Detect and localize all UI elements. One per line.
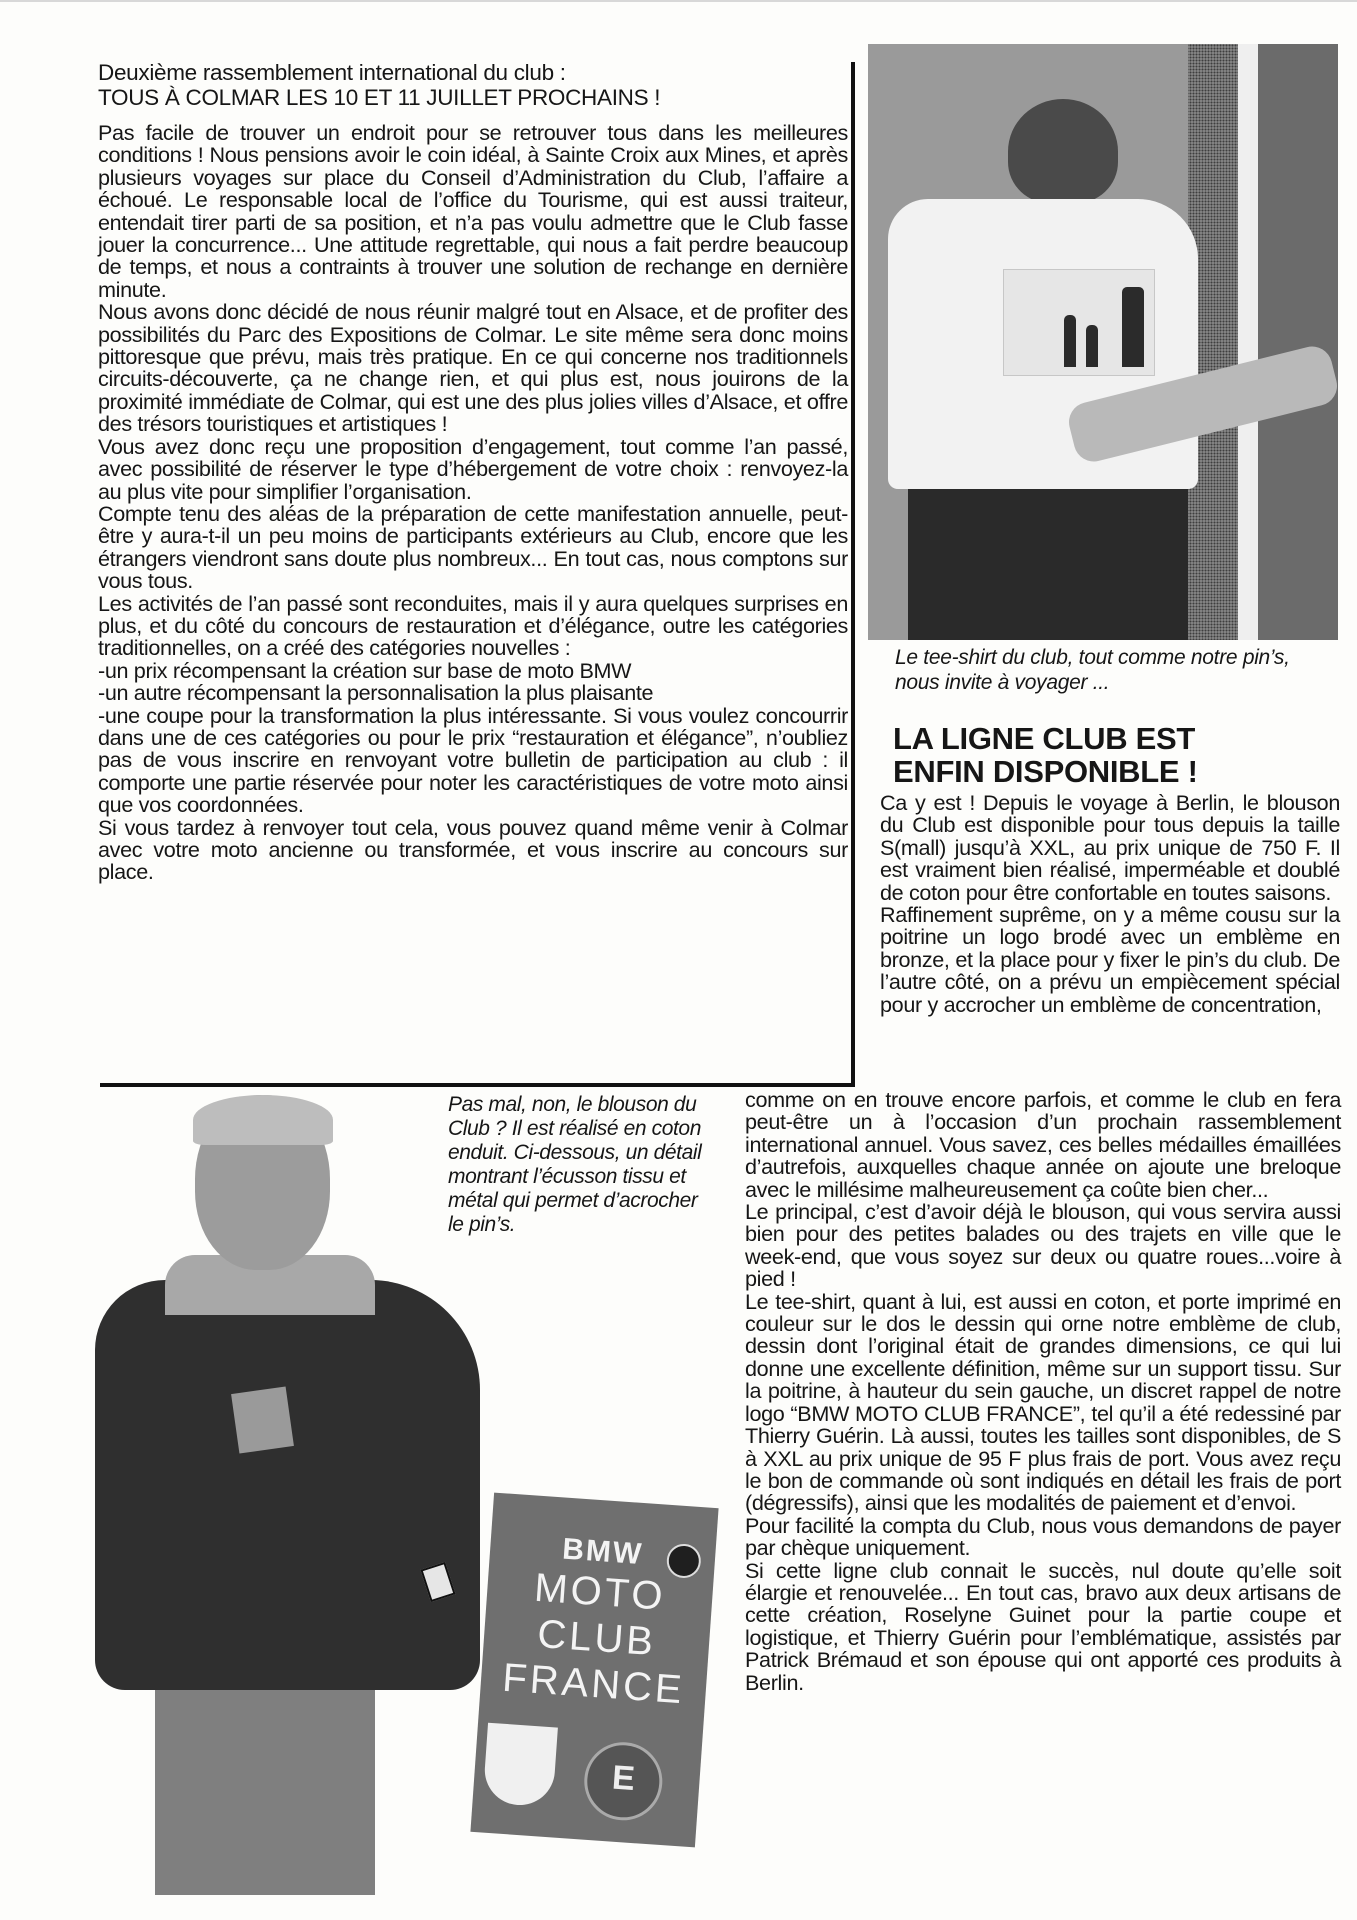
medal-letter: E [610,1758,637,1799]
tshirt-caption: Le tee-shirt du club, tout comme notre pin’s, nous invite à voyager ... [895,646,1290,694]
scan-top-edge [0,0,1357,2]
box-border-bottom [100,1083,855,1087]
paragraph: Si vous tardez à renvoyer tout cela, vous pouvez quand même venir à Colmar avec votre moto ancienne ou transformée, et vous inscrire au concours sur place. [98,814,848,885]
ligne-club-body [745,1089,1341,1694]
tshirt-photo [868,44,1338,640]
box-border-right [851,62,855,1087]
paragraph: Si cette ligne club connait le succès, nul doute qu’elle soit élargie et renouvelée... En tout cas, bravo aux deux artisans de cette création, Roselyne Guinet pour la partie coupe et logistique, et Thierry Guérin pour l’emblématique, assistés par Patrick Brémaud et son épouse qui ont apporté ces produits à Berlin. [745,1557,1341,1695]
patch-france: FRANCE [500,1655,687,1713]
patch-bmw: BMW [561,1532,645,1572]
headline-line-2: ENFIN DISPONIBLE ! [893,754,1198,789]
headline-ligne-club [893,722,1333,788]
article-kicker [98,60,848,110]
print-figure [1086,325,1098,367]
paragraph: Le principal, c’est d’avoir déjà le blouson, qui vous servira aussi bien pour des petites balades ou des trajets en ville que le week-end, que vous soyez sur deux ou quatre roues...voire à pied ! [745,1199,1341,1292]
paragraph: Ca y est ! Depuis le voyage à Berlin, le blouson du Club est disponible pour tous depuis la taille S(mall) jusqu’à XXL, au prix unique de 750 F. Il est vraiment bien réalisé, imperméable et doublé de coton pour être confortable en toutes saisons. [880,790,1340,905]
paragraph: Compte tenu des aléas de la préparation de cette manifestation annuelle, peut-être y aura-t-il un peu moins de participants extérieurs au Club, encore que les étrangers viendront sans doute plus nombreux... En tout cas, nous comptons sur vous tous. [98,500,848,594]
kicker-line-2: TOUS À COLMAR LES 10 ET 11 JUILLET PROCHAINS ! [98,85,661,110]
person-head [1008,99,1118,204]
patch-moto: MOTO [532,1565,667,1619]
paragraph: Pour facilité la compta du Club, nous vous demandons de payer par chèque uniquement. [745,1512,1341,1561]
headline-line-1: LA LIGNE CLUB EST [893,721,1196,756]
paragraph: Les activités de l’an passé sont reconduites, mais il y aura quelques surprises en plus, et du côté du concours de restauration et d’élégance, outre les catégories traditionnelles, on a créé des catégories nouvelles : [98,590,848,661]
person-hair [193,1095,333,1145]
blouson-photo [95,1095,495,1895]
paragraph: Pas facile de trouver un endroit pour se retrouver tous dans les meilleures conditions ! Nous pensions avoir le coin idéal, à Sainte Croix aux Mines, et après plusieurs voyages sur place du Conseil d’Administration du Club, l’affaire a échoué. Le responsable local de l’office du Tourisme, qui est aussi traiteur, entendait tirer parti de sa position, et n’a pas voulu admettre que le Club fasse jouer la concurrence... Une attitude regrettable, qui nous a fait perdre beaucoup de temps, et nous a contraints à trouver une solution de rechange en dernière minute. [98,120,848,302]
article-colmar [98,60,848,884]
print-figure [1122,287,1144,367]
list-item: -un prix récompensant la création sur base de moto BMW [98,657,632,683]
paragraph: Le tee-shirt, quant à lui, est aussi en coton, et porte imprimé en couleur sur le dos le dessin qui orne notre emblème de club, dessin dont l’original était de grandes dimensions, ce qui lui donne une excellente définition, même sur un support tissu. Sur la poitrine, à hauteur du sein gauche, un discret rappel de notre logo “BMW MOTO CLUB FRANCE”, tel qu’il a été redessiné par Thierry Guérin. Là aussi, toutes les tailles sont disponibles, de S à XXL au prix unique de 95 F plus frais de port. Vous avez reçu le bon de commande où sont indiqués en détail les frais de port (dégressifs), ainsi que les modalités de paiement et d’envoi. [745,1288,1341,1516]
club-patch-photo [470,1493,718,1848]
list-item: -un autre récompensant la personnalisation la plus plaisante [98,680,654,706]
list-item: -une coupe pour la transformation la plus intéressante. Si vous voulez concourrir dans une de ces catégories ou pour le prix “restauration et élégance”, n’oubliez pas de vous inscrire en renvoyant votre bulletin de participation au club : il comporte une partie réservée pour noter les caractéristiques de votre moto ainsi que vos coordonnées. [98,702,848,818]
ligne-club-intro [880,792,1340,1016]
patch-club: CLUB [535,1611,658,1665]
person-pants [155,1675,375,1895]
person-pants [908,489,1188,640]
kicker-line-1: Deuxième rassemblement international du club : [98,60,566,85]
tshirt-print-illustration [1003,269,1155,376]
medal-pin-icon [582,1740,665,1823]
shield-emblem-icon [482,1723,557,1808]
paragraph: Nous avons donc décidé de nous réunir malgré tout en Alsace, et de profiter des possibilités du Parc des Expositions de Colmar. Le site même sera donc moins pittoresque que prévu, mais très pratique. En ce qui concerne nos traditionnels circuits-découverte, ça ne change rien, et qui plus est, nous jouirons de la proximité immédiate de Colmar, qui est une des plus jolies villes d’Alsace, et offre des trésors touristiques et artistiques ! [98,299,848,437]
club-jacket [95,1280,480,1690]
blouson-caption: Pas mal, non, le blouson du Club ? Il est réalisé en coton enduit. Ci-dessous, un détail montrant l’écusson tissu et métal qui permet d’acrocher le pin’s. [448,1093,702,1236]
photo-background-right [1258,44,1338,640]
photo-pillar [1238,44,1258,640]
paragraph: comme on en trouve encore parfois, et comme le club en fera peut-être un à l’occasion d’un prochain rassemblement international annuel. Vous savez, ces belles médailles émaillées d’autrefois, auxquelles chaque année on ajoute une breloque avec le millésime malheureusement ça coûte bien cher... [745,1087,1341,1202]
print-figure [1064,315,1076,367]
jacket-chest-patch [231,1386,294,1453]
paragraph: Vous avez donc reçu une proposition d’engagement, tout comme l’an passé, avec possibilité de réserver le type d’hébergement de votre choix : renvoyez-la au plus vite pour simplifier l’organisation. [98,433,848,504]
paragraph: Raffinement suprême, on y a même cousu sur la poitrine un logo brodé avec un emblème en bronze, et la place pour y fixer le pin’s du club. De l’autre côté, on a prévu un empiècement spécial pour y accrocher un emblème de concentration, [880,902,1340,1017]
